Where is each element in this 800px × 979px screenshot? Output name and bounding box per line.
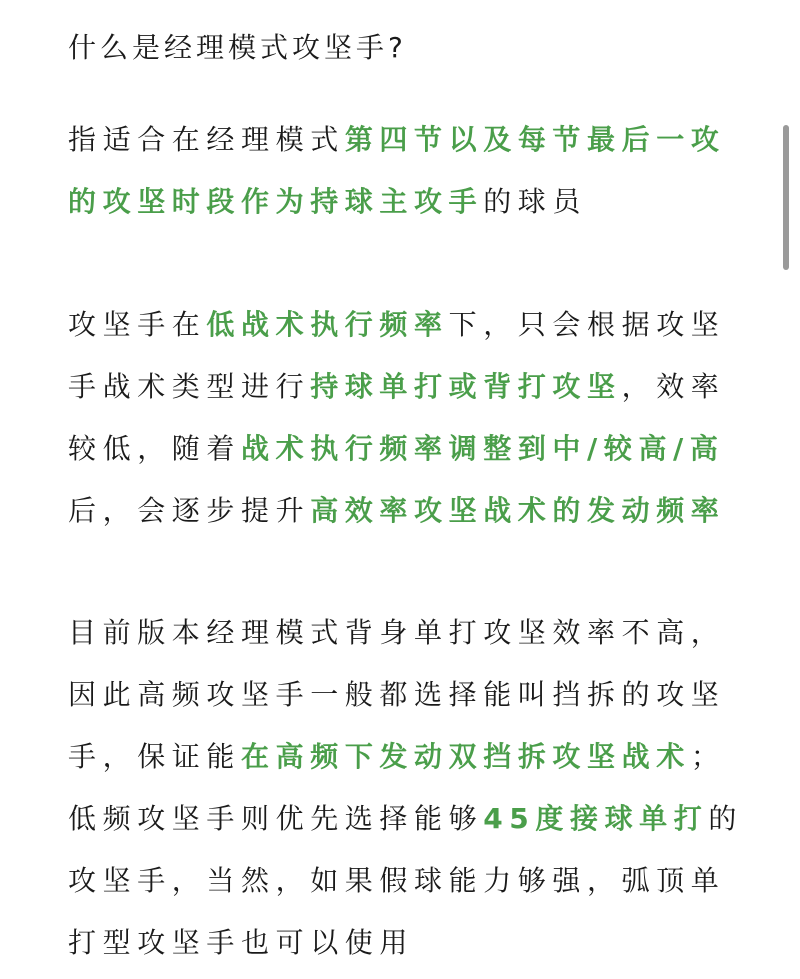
text-line xyxy=(68,171,725,233)
body-text: 手，保证能 xyxy=(68,740,242,773)
text-line xyxy=(68,726,743,788)
body-text: 因此高频攻坚手一般都选择能叫挡拆的攻坚 xyxy=(68,678,726,711)
highlighted-text: 45度接球单打 xyxy=(483,802,709,835)
text-line xyxy=(68,788,743,850)
body-text: 下，只会根据攻坚 xyxy=(448,308,726,341)
paragraph-version-notes xyxy=(68,602,743,974)
body-text: 打型攻坚手也可以使用 xyxy=(68,926,415,959)
text-line xyxy=(68,480,725,542)
highlighted-text: 持球单打或背打攻坚 xyxy=(310,370,622,403)
highlighted-text: 低战术执行频率 xyxy=(206,308,449,341)
text-line xyxy=(68,602,743,664)
body-text: 攻坚手，当然，如果假球能力够强，弧顶单 xyxy=(68,864,726,897)
body-text: 较低，随着 xyxy=(68,432,242,465)
body-text: 指适合在经理模式 xyxy=(68,123,345,156)
text-line xyxy=(68,356,725,418)
scrollbar[interactable] xyxy=(783,125,789,270)
text-line xyxy=(68,294,725,356)
body-text: ； xyxy=(690,740,726,773)
highlighted-text: 在高频下发动双挡拆攻坚战术 xyxy=(241,740,691,773)
body-text: 低频攻坚手则优先选择能够 xyxy=(68,802,484,835)
text-line xyxy=(68,109,725,171)
body-text: 攻坚手在 xyxy=(68,308,207,341)
text-line xyxy=(68,664,743,726)
paragraph-definition xyxy=(68,109,725,233)
body-text: 的 xyxy=(708,802,743,835)
text-line xyxy=(68,418,725,480)
highlighted-text: 第四节以及每节最后一攻 xyxy=(344,123,726,156)
highlighted-text: 的攻坚时段作为持球主攻手 xyxy=(68,185,484,218)
highlighted-text: 战术执行频率调整到中/较高/高 xyxy=(241,432,725,465)
body-text: ，效率 xyxy=(621,370,726,403)
text-line xyxy=(68,912,743,974)
text-line xyxy=(68,850,743,912)
body-text: 的球员 xyxy=(483,185,588,218)
body-text: 手战术类型进行 xyxy=(68,370,311,403)
article-heading: 什么是经理模式攻坚手? xyxy=(68,31,407,64)
paragraph-frequency xyxy=(68,294,725,542)
highlighted-text: 高效率攻坚战术的发动频率 xyxy=(310,494,726,527)
body-text: 目前版本经理模式背身单打攻坚效率不高， xyxy=(68,616,726,649)
body-text: 后，会逐步提升 xyxy=(68,494,311,527)
